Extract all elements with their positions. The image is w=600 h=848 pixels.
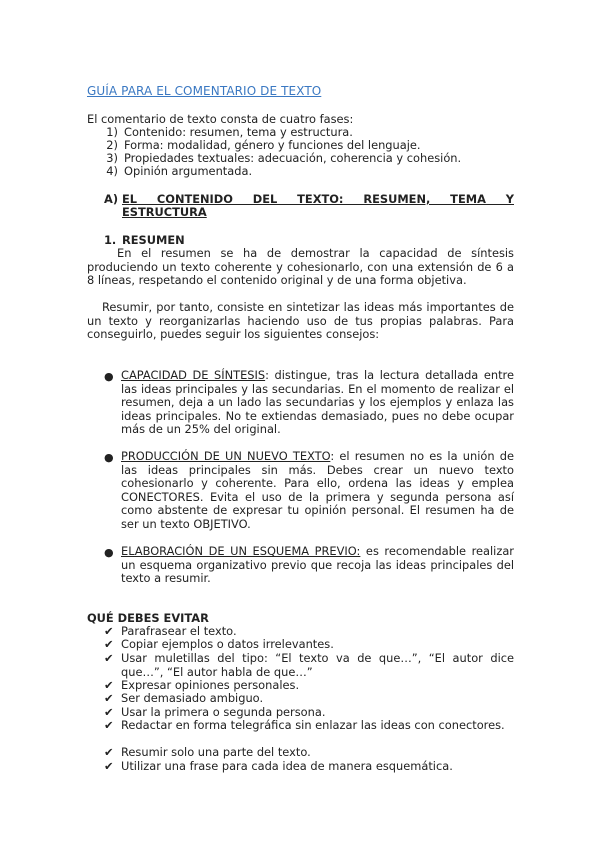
intro-text: El comentario de texto consta de cuatro fases:	[87, 112, 354, 126]
tip-text: es recomendable realizar un esquema organizativo previo que recoja las ideas principales del texto a resumir.	[121, 544, 514, 586]
avoid-item: Resumir solo una parte del texto.	[121, 745, 311, 759]
check-icon: ✔	[104, 651, 114, 665]
phase-text: Contenido: resumen, tema y estructura.	[124, 125, 353, 139]
check-icon: ✔	[104, 759, 114, 773]
avoid-item: Ser demasiado ambiguo.	[121, 691, 264, 705]
document-title: GUÍA PARA EL COMENTARIO DE TEXTO	[87, 84, 322, 98]
check-icon: ✔	[104, 691, 114, 705]
section-a-heading-line2: ESTRUCTURA	[122, 205, 207, 219]
check-icon: ✔	[104, 624, 114, 638]
avoid-item: Copiar ejemplos o datos irrelevantes.	[121, 637, 334, 651]
avoid-item: Usar muletillas del tipo: “El texto va de que…”, “El autor dice que…”, “El autor habla de que…”	[121, 651, 514, 679]
check-icon: ✔	[104, 637, 114, 651]
phase-text: Opinión argumentada.	[124, 164, 253, 178]
tip-text: : el resumen no es la unión de las ideas principales sin más. Debes crear un nuevo texto cohesionarlo y coherente. Para ello, ordena las ideas y emplea CONECTORES. Evita el uso de la primera y segunda persona así como abstente de expresar tu opinión personal. El resumen ha de ser un texto OBJETIVO.	[121, 449, 514, 531]
tip-item	[121, 369, 514, 437]
phase-text: Propiedades textuales: adecuación, coherencia y cohesión.	[124, 151, 462, 165]
section-a-heading-line1: EL CONTENIDO DEL TEXTO: RESUMEN, TEMA Y	[122, 192, 514, 206]
phase-text: Forma: modalidad, género y funciones del lenguaje.	[124, 138, 421, 152]
check-icon: ✔	[104, 678, 114, 692]
check-icon: ✔	[104, 745, 114, 759]
tip-item	[121, 450, 514, 532]
phase-number: 2)	[106, 138, 118, 152]
tip-label: CAPACIDAD DE SÍNTESIS	[121, 368, 266, 382]
avoid-item: Utilizar una frase para cada idea de manera esquemática.	[121, 759, 453, 773]
check-icon: ✔	[104, 705, 114, 719]
avoid-item: Expresar opiniones personales.	[121, 678, 300, 692]
resumen-paragraph-1: En el resumen se ha de demostrar la capacidad de síntesis produciendo un texto coherente y cohesionarlo, con una extensión de 6 a 8 líneas, respetando el contenido original y de una forma objetiva.	[87, 246, 514, 288]
check-icon: ✔	[104, 718, 114, 732]
tip-item	[121, 545, 514, 586]
avoid-item: Parafrasear el texto.	[121, 624, 237, 638]
phase-number: 4)	[106, 164, 118, 178]
resumen-paragraph-2: Resumir, por tanto, consiste en sintetizar las ideas más importantes de un texto y reorganizarlas haciendo uso de tus propias palabras. Para conseguirlo, puedes seguir los siguientes consejos:	[87, 300, 514, 342]
section-a-letter: A)	[104, 192, 119, 206]
tip-text: : distingue, tras la lectura detallada entre las ideas principales y las secundarias. En el momento de realizar el resumen, deja a un lado las secundarias y los ejemplos y enlaza las ideas principales. No te extiendas demasiado, pues no debe ocupar más de un 25% del original.	[121, 368, 514, 437]
bullet-icon: ●	[104, 546, 114, 559]
tip-label: ELABORACIÓN DE UN ESQUEMA PREVIO:	[121, 544, 361, 558]
phase-number: 1)	[106, 125, 118, 139]
avoid-item: Usar la primera o segunda persona.	[121, 705, 326, 719]
phase-number: 3)	[106, 151, 118, 165]
bullet-icon: ●	[104, 451, 114, 464]
resumen-number: 1.	[104, 233, 117, 247]
avoid-item: Redactar en forma telegráfica sin enlazar las ideas con conectores.	[121, 718, 505, 732]
resumen-heading: RESUMEN	[122, 233, 185, 247]
bullet-icon: ●	[104, 370, 114, 383]
tip-label: PRODUCCIÓN DE UN NUEVO TEXTO	[121, 449, 331, 463]
avoid-heading: QUÉ DEBES EVITAR	[87, 611, 209, 625]
phase-item	[104, 165, 252, 179]
